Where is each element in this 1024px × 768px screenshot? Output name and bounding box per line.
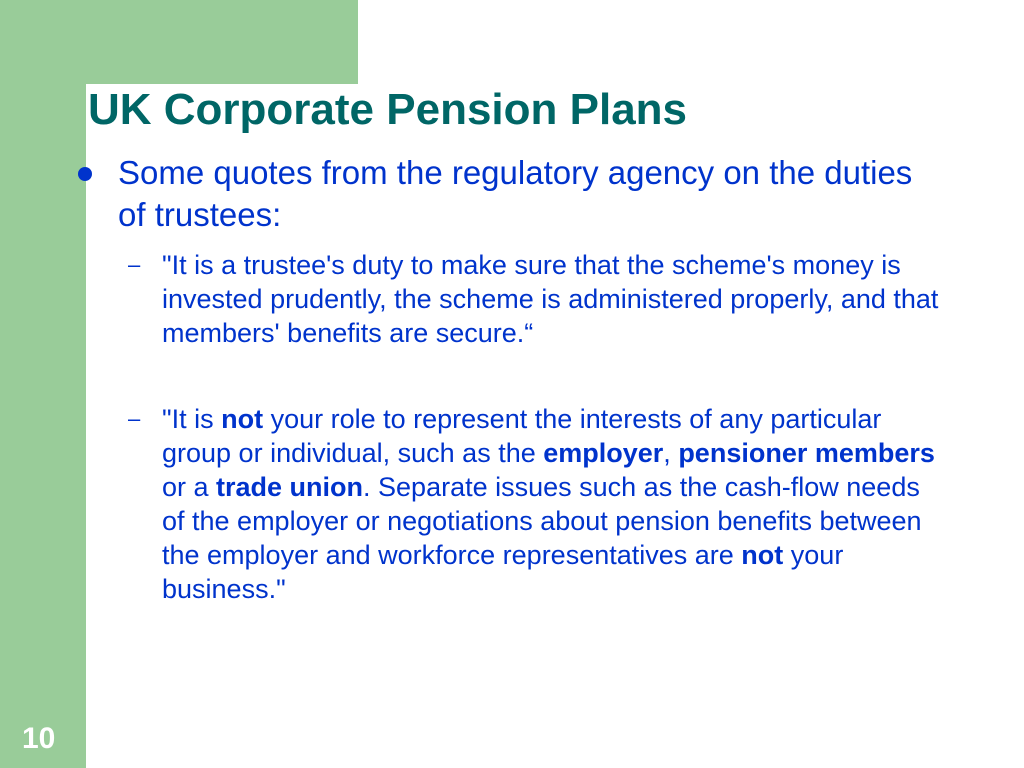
- sub-bullet-text: [162, 402, 942, 606]
- top-green-band: [86, 0, 358, 84]
- left-green-band: [0, 0, 86, 768]
- emphasis-trade-union: trade union: [216, 472, 364, 502]
- sub-bullet-text: "It is a trustee's duty to make sure that the scheme's money is invested prudently, the scheme is administered properly, and that members' benefits are secure.“: [162, 250, 939, 348]
- page-number: 10: [22, 722, 56, 755]
- emphasis-employer: employer: [543, 438, 664, 468]
- bullet-dot-icon: [78, 167, 92, 181]
- emphasis-pensioner-members: pensioner members: [678, 438, 935, 468]
- text-run: "It is: [162, 404, 222, 434]
- text-run: or a: [162, 472, 217, 502]
- main-bullet-text: Some quotes from the regulatory agency on the duties of trustees:: [118, 154, 913, 233]
- text-run: . Separate issues such as the cash-flow needs of the employer or negotiations about pension benefits between the employer and workforce representatives are: [162, 472, 922, 570]
- slide-title: UK Corporate Pension Plans: [88, 85, 688, 134]
- dash-icon: –: [128, 252, 141, 277]
- text-run: your business.": [162, 540, 844, 604]
- emphasis-not: not: [741, 540, 784, 570]
- dash-icon: –: [128, 406, 141, 431]
- text-run: your role to represent the interests of any particular group or individual, such as the: [162, 404, 882, 468]
- emphasis-not: not: [221, 404, 264, 434]
- text-run: ,: [663, 438, 679, 468]
